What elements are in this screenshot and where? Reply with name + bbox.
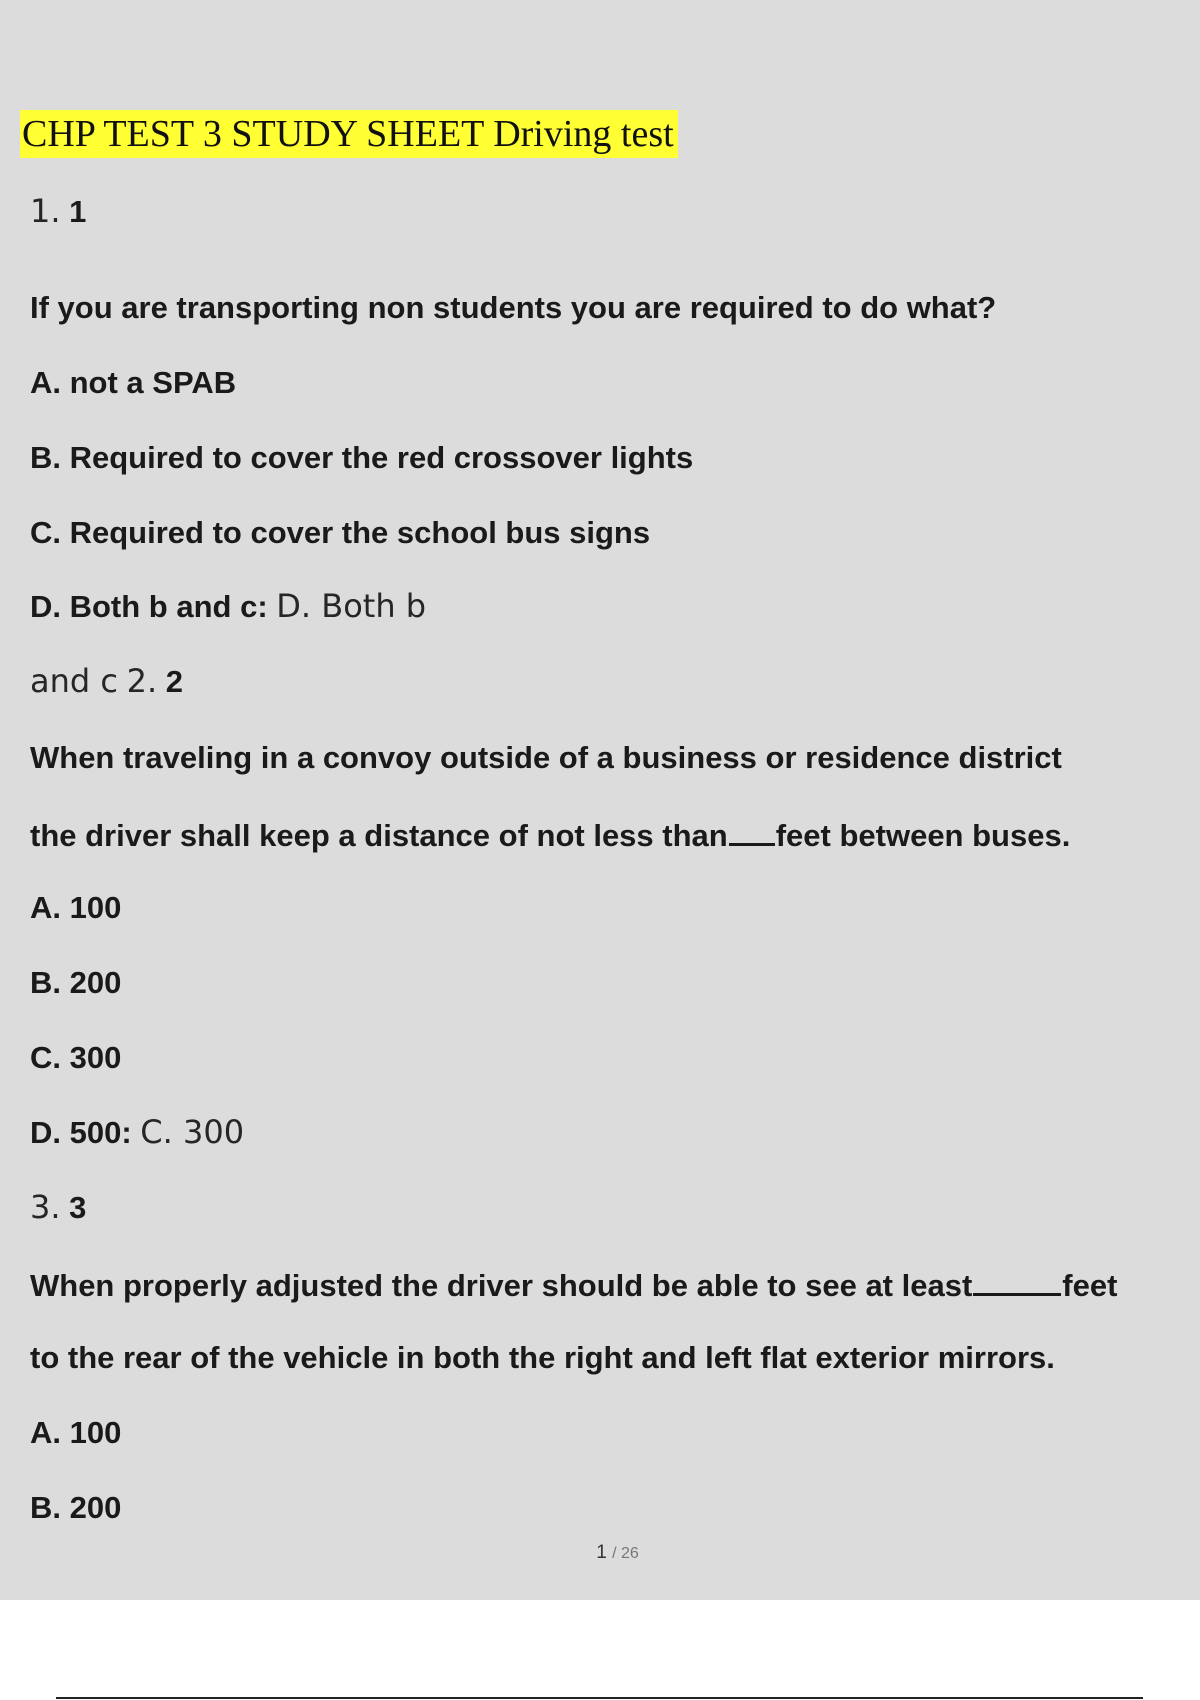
answer-option: C. Required to cover the school bus signs: [30, 515, 651, 550]
answer-option-line: [30, 587, 426, 625]
answer-option: B. 200: [30, 965, 122, 1000]
answer-blank: [729, 815, 775, 846]
correct-answer: C. 300: [140, 1113, 245, 1151]
answer-option: C. 300: [30, 1040, 122, 1075]
correct-answer: D. Both b: [276, 587, 427, 625]
question-number-line: [30, 1188, 86, 1226]
answer-option: B. 200: [30, 1490, 122, 1525]
question-text-line: [30, 1265, 1117, 1304]
question-number: 3: [69, 1190, 87, 1225]
question-text: to the rear of the vehicle in both the right and left flat exterior mirrors.: [30, 1340, 1055, 1375]
question-text: When properly adjusted the driver should be able to see at least: [30, 1268, 973, 1303]
answer-option: D. Both b and c:: [30, 589, 268, 624]
answer-option: A. not a SPAB: [30, 365, 237, 400]
question-text-line: [30, 815, 1070, 854]
question-text: the driver shall keep a distance of not less than: [30, 818, 728, 853]
answer-option: A. 100: [30, 1415, 122, 1450]
question-number: 1: [69, 194, 87, 229]
question-text: feet between buses.: [775, 818, 1071, 853]
question-text: When traveling in a convoy outside of a business or residence district: [30, 740, 1062, 775]
answer-blank: [973, 1265, 1061, 1296]
question-number-prefix: 2.: [126, 662, 158, 700]
question-text: feet: [1062, 1268, 1118, 1303]
question-text: If you are transporting non students you are required to do what?: [30, 290, 997, 325]
question-number: 2: [165, 664, 183, 699]
question-number-line: [30, 192, 86, 230]
answer-option: D. 500:: [30, 1115, 132, 1150]
correct-answer-continued: and c: [30, 662, 118, 700]
page-divider: [56, 1697, 1143, 1699]
answer-option-line: [30, 1113, 244, 1151]
document-title: CHP TEST 3 STUDY SHEET Driving test: [20, 110, 678, 158]
page-total: / 26: [612, 1545, 639, 1562]
page-current: 1: [596, 1542, 607, 1563]
page-indicator: [0, 1542, 1200, 1564]
question-number-line: [30, 662, 183, 700]
question-number-prefix: 1.: [30, 192, 61, 230]
question-number-prefix: 3.: [30, 1188, 61, 1226]
answer-option: A. 100: [30, 890, 122, 925]
answer-option: B. Required to cover the red crossover lights: [30, 440, 694, 475]
